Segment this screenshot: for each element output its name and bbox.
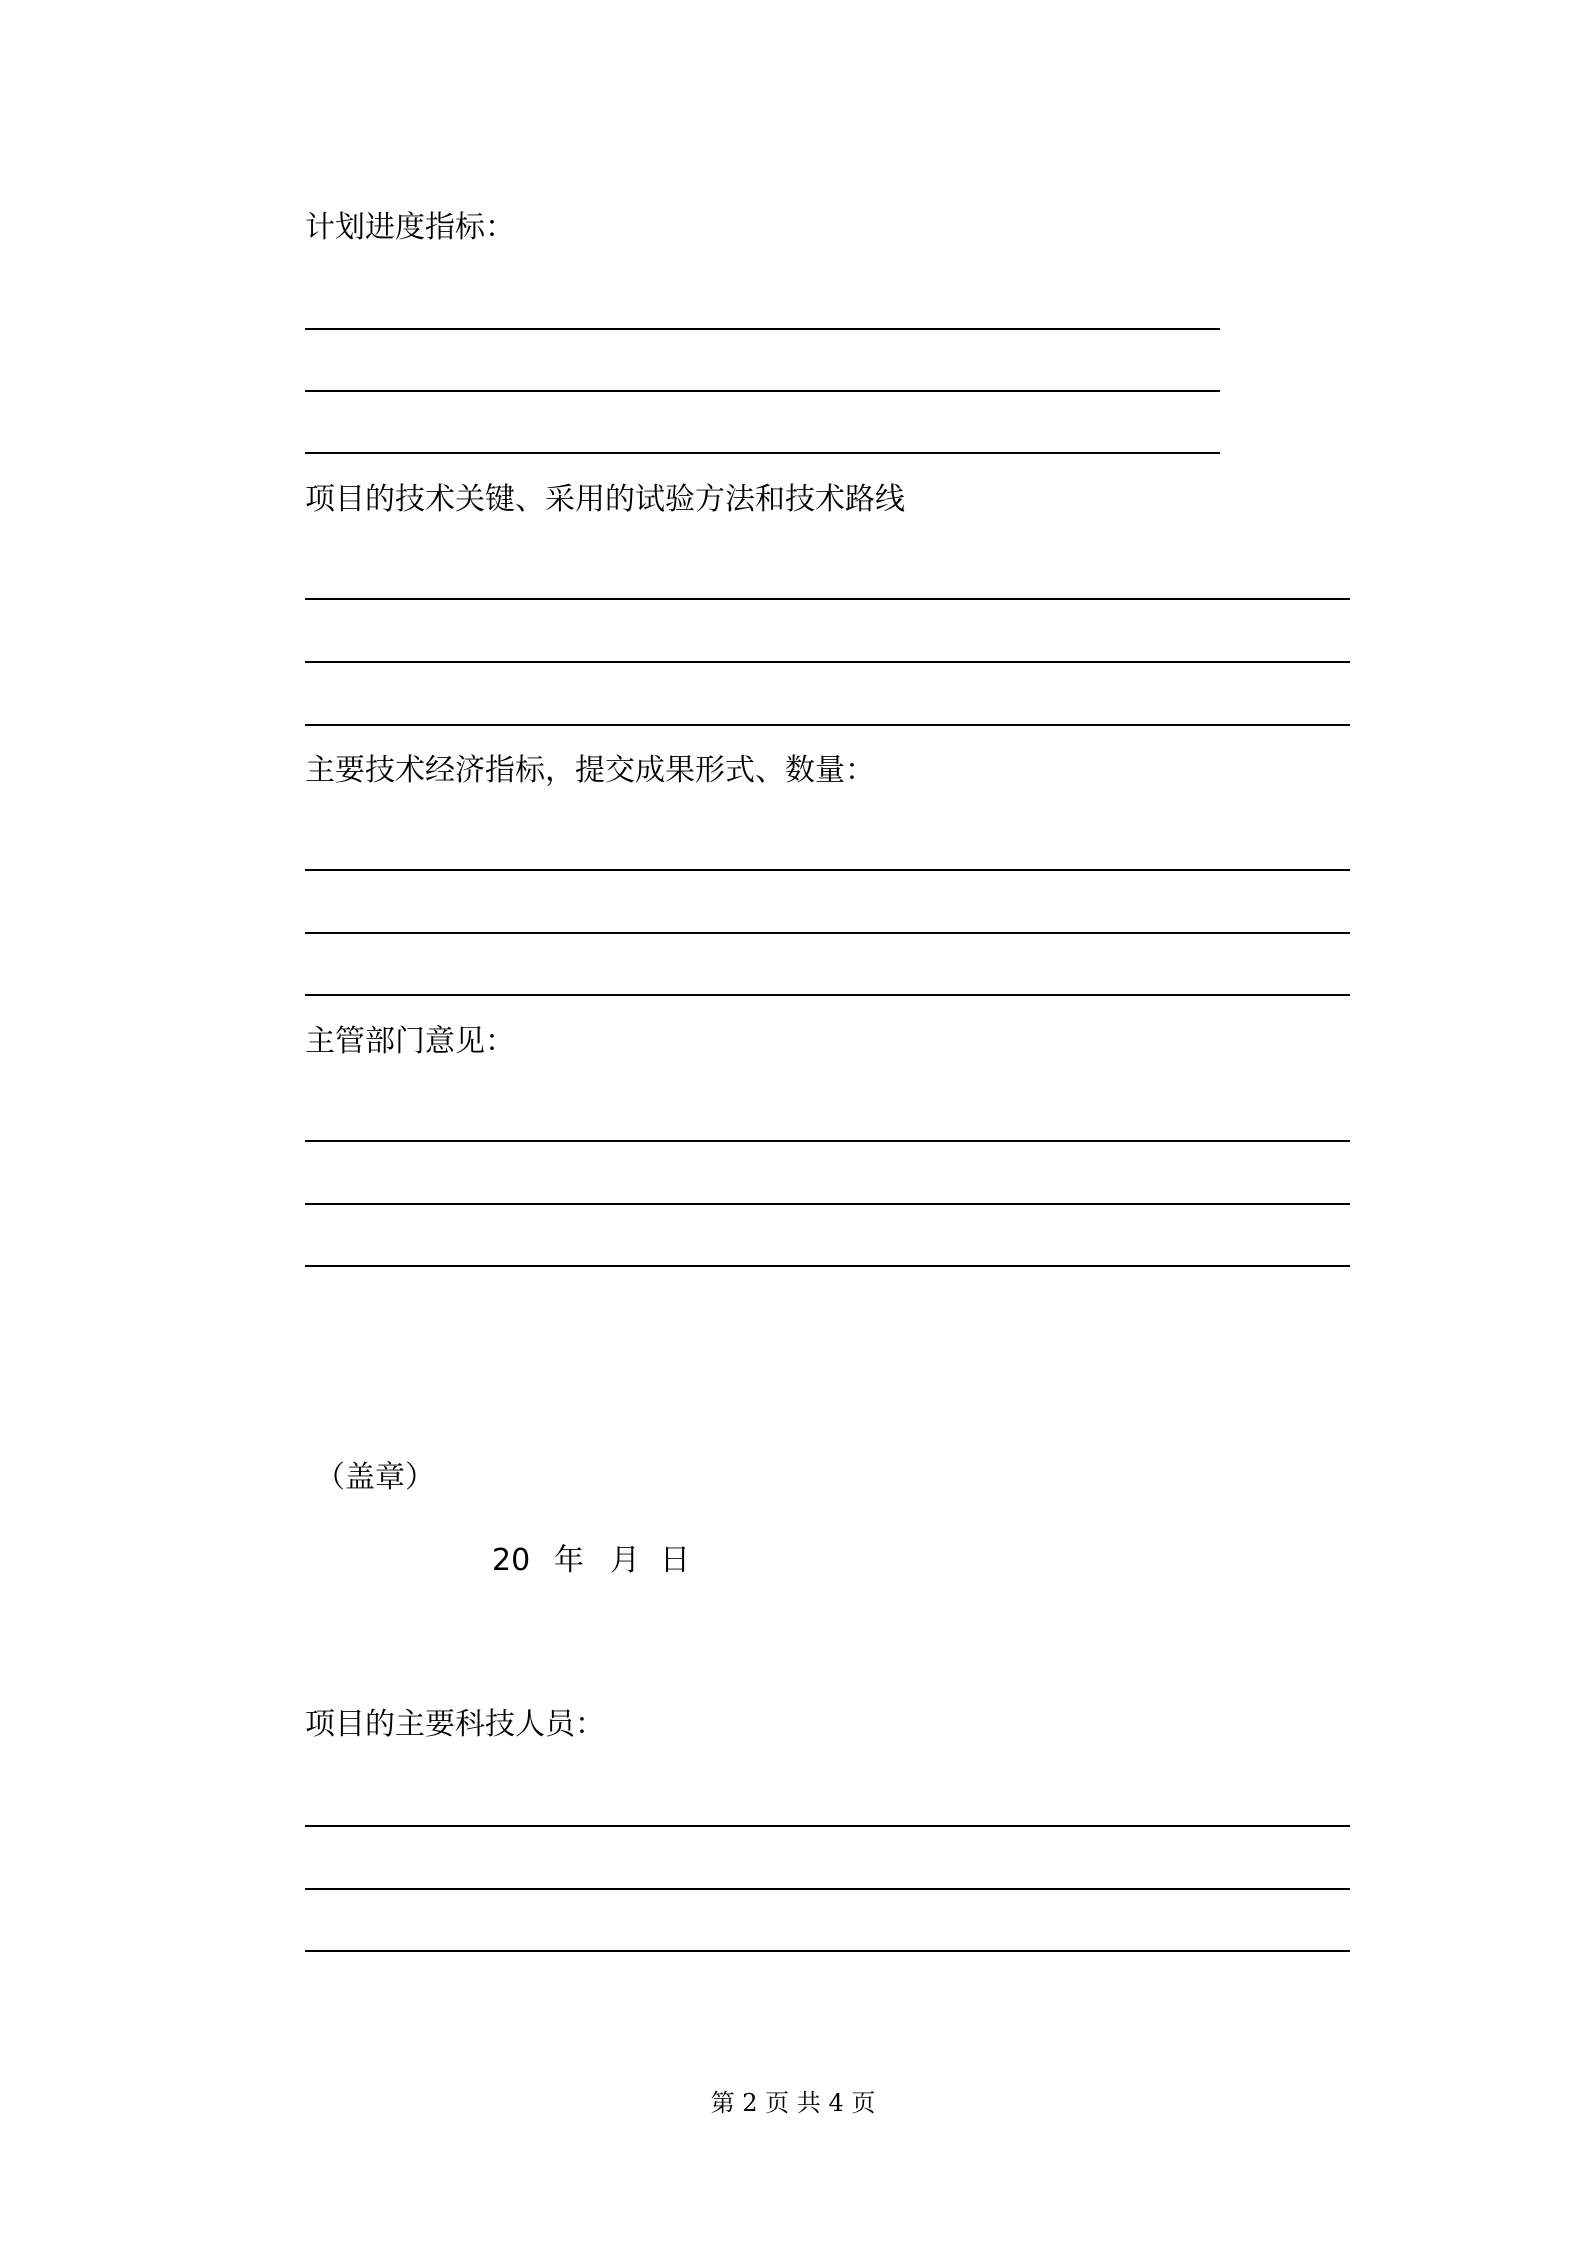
section-heading-department-opinion: 主管部门意见： xyxy=(305,1024,515,1059)
date-line xyxy=(492,1543,690,1579)
date-month-label: 月 xyxy=(610,1543,640,1578)
fill-line[interactable] xyxy=(305,1950,1350,1952)
section-heading-schedule: 计划进度指标： xyxy=(305,210,515,245)
fill-line[interactable] xyxy=(305,661,1350,663)
date-year-label: 年 xyxy=(554,1543,584,1578)
fill-line[interactable] xyxy=(305,932,1350,934)
fill-line[interactable] xyxy=(305,452,1220,454)
section-heading-key-personnel: 项目的主要科技人员： xyxy=(305,1707,605,1742)
fill-line[interactable] xyxy=(305,328,1220,330)
fill-line[interactable] xyxy=(305,1265,1350,1267)
page-footer: 第 2 页 共 4 页 xyxy=(710,2089,876,2117)
fill-line[interactable] xyxy=(305,869,1350,871)
section-heading-technical-key: 项目的技术关键、采用的试验方法和技术路线 xyxy=(305,482,905,517)
fill-line[interactable] xyxy=(305,1203,1350,1205)
date-day-label: 日 xyxy=(660,1543,690,1578)
section-heading-economic-indicators: 主要技术经济指标，提交成果形式、数量： xyxy=(305,753,875,788)
date-year-prefix: 20 xyxy=(492,1543,531,1578)
fill-line[interactable] xyxy=(305,1888,1350,1890)
fill-line[interactable] xyxy=(305,724,1350,726)
stamp-label: （盖章） xyxy=(315,1460,435,1495)
fill-line[interactable] xyxy=(305,390,1220,392)
fill-line[interactable] xyxy=(305,1140,1350,1142)
fill-line[interactable] xyxy=(305,598,1350,600)
fill-line[interactable] xyxy=(305,1825,1350,1827)
fill-line[interactable] xyxy=(305,994,1350,996)
